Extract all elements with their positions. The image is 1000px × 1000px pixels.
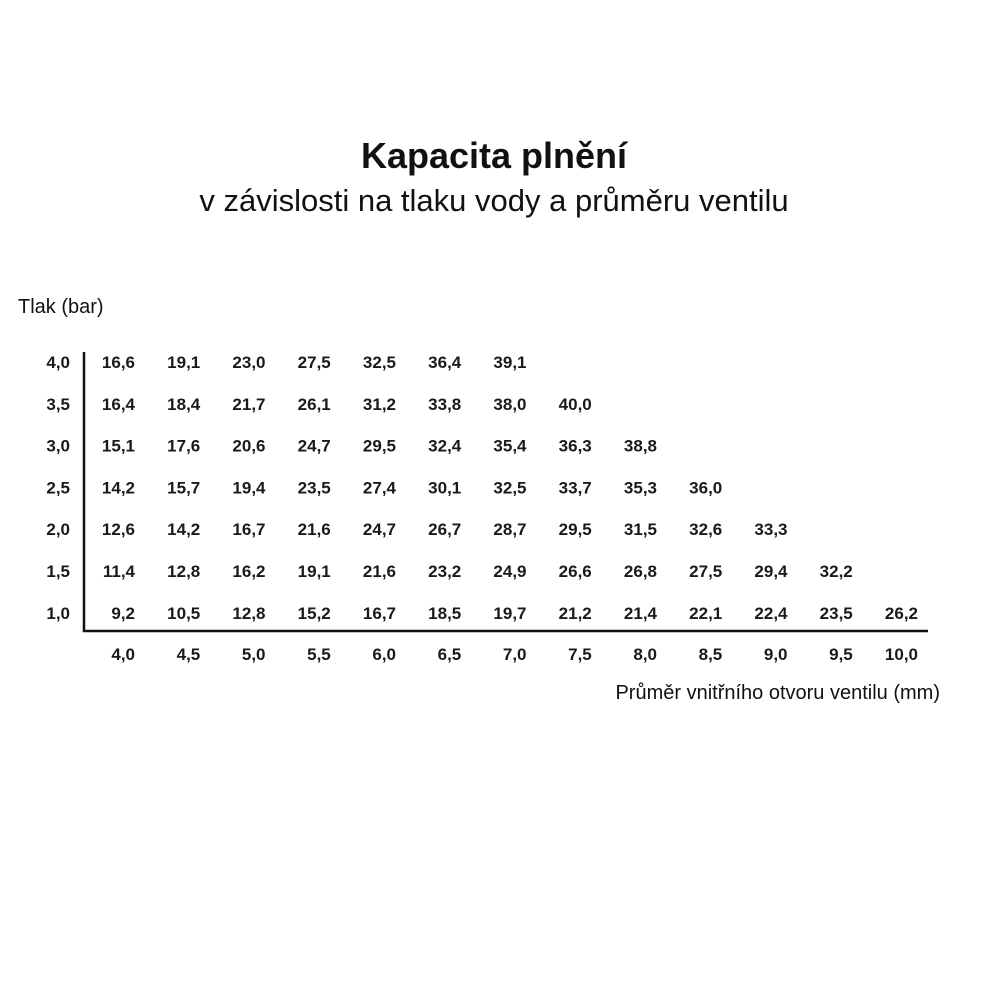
data-cell: 29,5 bbox=[558, 520, 592, 540]
data-cell: 15,2 bbox=[297, 603, 331, 623]
data-cell: 32,4 bbox=[428, 436, 462, 456]
y-tick-label: 1,5 bbox=[46, 562, 70, 581]
y-tick-label: 1,0 bbox=[46, 603, 70, 623]
data-cell: 21,7 bbox=[232, 394, 266, 414]
data-cell: 24,7 bbox=[297, 436, 331, 456]
data-cell: 15,1 bbox=[101, 436, 135, 456]
data-cell: 30,1 bbox=[428, 478, 462, 498]
data-cell: 38,8 bbox=[623, 436, 657, 456]
data-cell: 20,6 bbox=[232, 436, 266, 456]
data-cell: 27,5 bbox=[689, 562, 723, 581]
data-cell: 19,1 bbox=[167, 353, 201, 372]
data-cell: 27,4 bbox=[362, 478, 396, 498]
data-cell: 35,3 bbox=[623, 478, 657, 498]
x-tick-label: 4,0 bbox=[111, 645, 135, 664]
y-tick-label: 3,5 bbox=[46, 394, 70, 414]
x-tick-label: 5,5 bbox=[307, 645, 331, 664]
data-cell: 22,1 bbox=[689, 603, 723, 623]
data-cell: 33,3 bbox=[754, 520, 788, 540]
data-cell: 10,5 bbox=[167, 603, 201, 623]
x-axis-label: Průměr vnitřního otvoru ventilu (mm) bbox=[615, 682, 940, 704]
data-cell: 9,2 bbox=[111, 603, 135, 623]
data-cell: 24,7 bbox=[362, 520, 396, 540]
data-cell: 32,5 bbox=[493, 478, 527, 498]
x-tick-label: 5,0 bbox=[241, 645, 266, 664]
data-cell: 12,8 bbox=[232, 603, 266, 623]
data-cell: 15,7 bbox=[167, 478, 201, 498]
data-cell: 21,6 bbox=[297, 520, 331, 540]
x-tick-label: 8,0 bbox=[633, 645, 657, 664]
data-cell: 32,6 bbox=[689, 520, 723, 540]
x-tick-label: 4,5 bbox=[176, 645, 201, 664]
data-cell: 16,7 bbox=[232, 520, 266, 540]
data-cell: 38,0 bbox=[493, 394, 527, 414]
data-cell: 31,5 bbox=[623, 520, 657, 540]
data-cell: 33,7 bbox=[558, 478, 592, 498]
data-cell: 40,0 bbox=[558, 394, 592, 414]
data-cell: 19,7 bbox=[493, 603, 527, 623]
data-cell: 14,2 bbox=[167, 520, 201, 540]
y-tick-label: 4,0 bbox=[46, 353, 70, 372]
data-cell: 29,5 bbox=[362, 436, 396, 456]
data-cell: 19,4 bbox=[232, 478, 266, 498]
data-cell: 21,2 bbox=[558, 603, 592, 623]
y-tick-label: 2,5 bbox=[46, 478, 70, 498]
data-cell: 12,8 bbox=[167, 562, 201, 581]
x-tick-label: 8,5 bbox=[698, 645, 723, 664]
x-tick-label: 7,0 bbox=[502, 645, 527, 664]
data-cell: 36,4 bbox=[428, 353, 462, 372]
data-cell: 26,2 bbox=[884, 603, 918, 623]
data-cell: 21,4 bbox=[623, 603, 657, 623]
data-cell: 24,9 bbox=[493, 562, 527, 581]
data-cell: 18,4 bbox=[167, 394, 201, 414]
data-cell: 23,5 bbox=[819, 603, 853, 623]
y-axis-label: Tlak (bar) bbox=[18, 296, 104, 318]
y-tick-label: 3,0 bbox=[46, 436, 70, 456]
data-cell: 36,3 bbox=[558, 436, 592, 456]
data-cell: 21,6 bbox=[362, 562, 396, 581]
data-cell: 16,6 bbox=[101, 353, 135, 372]
data-cell: 31,2 bbox=[362, 394, 396, 414]
data-cell: 29,4 bbox=[754, 562, 788, 581]
chart-subtitle: v závislosti na tlaku vody a průměru ventilu bbox=[199, 183, 789, 218]
chart-title: Kapacita plnění bbox=[360, 135, 628, 176]
data-cell: 39,1 bbox=[493, 353, 527, 372]
data-cell: 11,4 bbox=[102, 562, 135, 581]
data-cell: 26,1 bbox=[297, 394, 331, 414]
data-cell: 17,6 bbox=[167, 436, 201, 456]
data-cell: 16,2 bbox=[232, 562, 266, 581]
data-cell: 19,1 bbox=[297, 562, 331, 581]
data-cell: 12,6 bbox=[101, 520, 135, 540]
data-cell: 26,6 bbox=[558, 562, 592, 581]
data-cells bbox=[46, 353, 918, 664]
y-tick-label: 2,0 bbox=[46, 520, 70, 540]
data-cell: 23,0 bbox=[232, 353, 266, 372]
data-cell: 28,7 bbox=[493, 520, 527, 540]
data-cell: 33,8 bbox=[428, 394, 462, 414]
x-tick-label: 6,5 bbox=[437, 645, 462, 664]
data-cell: 14,2 bbox=[101, 478, 135, 498]
data-cell: 22,4 bbox=[754, 603, 788, 623]
data-cell: 23,5 bbox=[297, 478, 331, 498]
x-tick-label: 6,0 bbox=[372, 645, 396, 664]
data-cell: 26,8 bbox=[623, 562, 657, 581]
data-cell: 16,7 bbox=[362, 603, 396, 623]
data-cell: 35,4 bbox=[493, 436, 527, 456]
data-cell: 26,7 bbox=[428, 520, 462, 540]
x-tick-label: 9,5 bbox=[829, 645, 853, 664]
x-tick-label: 10,0 bbox=[884, 645, 918, 664]
x-tick-label: 7,5 bbox=[568, 645, 592, 664]
data-cell: 32,5 bbox=[362, 353, 396, 372]
data-cell: 36,0 bbox=[689, 478, 723, 498]
data-cell: 23,2 bbox=[428, 562, 462, 581]
data-cell: 27,5 bbox=[297, 353, 331, 372]
x-tick-label: 9,0 bbox=[763, 645, 788, 664]
data-cell: 32,2 bbox=[819, 562, 853, 581]
data-cell: 18,5 bbox=[428, 603, 462, 623]
data-cell: 16,4 bbox=[101, 394, 135, 414]
